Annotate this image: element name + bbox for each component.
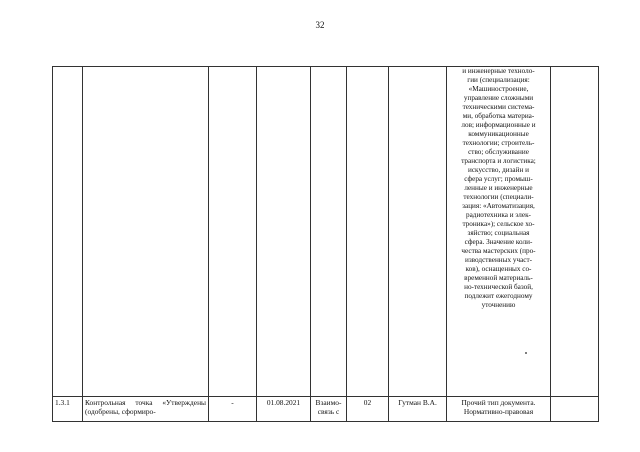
cell-start (209, 67, 257, 397)
cell-responsible (389, 67, 447, 397)
cell-link-type (311, 67, 347, 397)
cell-extra (551, 397, 599, 422)
page-number: 32 (315, 20, 325, 30)
scan-dot (525, 352, 527, 354)
cell-number: 1.3.1 (53, 397, 83, 422)
document-description: и инженерные техноло- гии (специализация: «Машиностроение, управление сложными техническими система- ми, обработка материа- лов; информационные и коммуникационные технологии; строитель- ство; обслуживание транспорта и логистика; искусство, дизайн и сфера услуг; промыш- ленные и инженерные технологии (специали- зация: «Автоматизация, радиотехника и элек- троника»); сельское хо- зяйство; социальная сфера. Значение коли- чества мастерских (про- изводственных участ- ков), оснащенных со- временной материаль- но-технической базой, подлежит ежегодному уточнению (461, 67, 536, 309)
cell-document (447, 67, 551, 397)
table-row (53, 67, 599, 397)
cell-responsible: Гутман В.А. (389, 397, 447, 422)
cell-document: Прочий тип документа. Нормативно-правовая (447, 397, 551, 422)
cell-start: - (209, 397, 257, 422)
cell-name (83, 67, 209, 397)
plan-table (52, 66, 599, 422)
table-row (53, 397, 599, 422)
cell-number (53, 67, 83, 397)
cell-name: Контрольная точка «Утверждены (одобрены, сформиро- (83, 397, 209, 422)
cell-end (257, 67, 311, 397)
cell-level (347, 67, 389, 397)
cell-extra (551, 67, 599, 397)
cell-level: 02 (347, 397, 389, 422)
cell-link-type: Взаимо- связь с (311, 397, 347, 422)
cell-end: 01.08.2021 (257, 397, 311, 422)
